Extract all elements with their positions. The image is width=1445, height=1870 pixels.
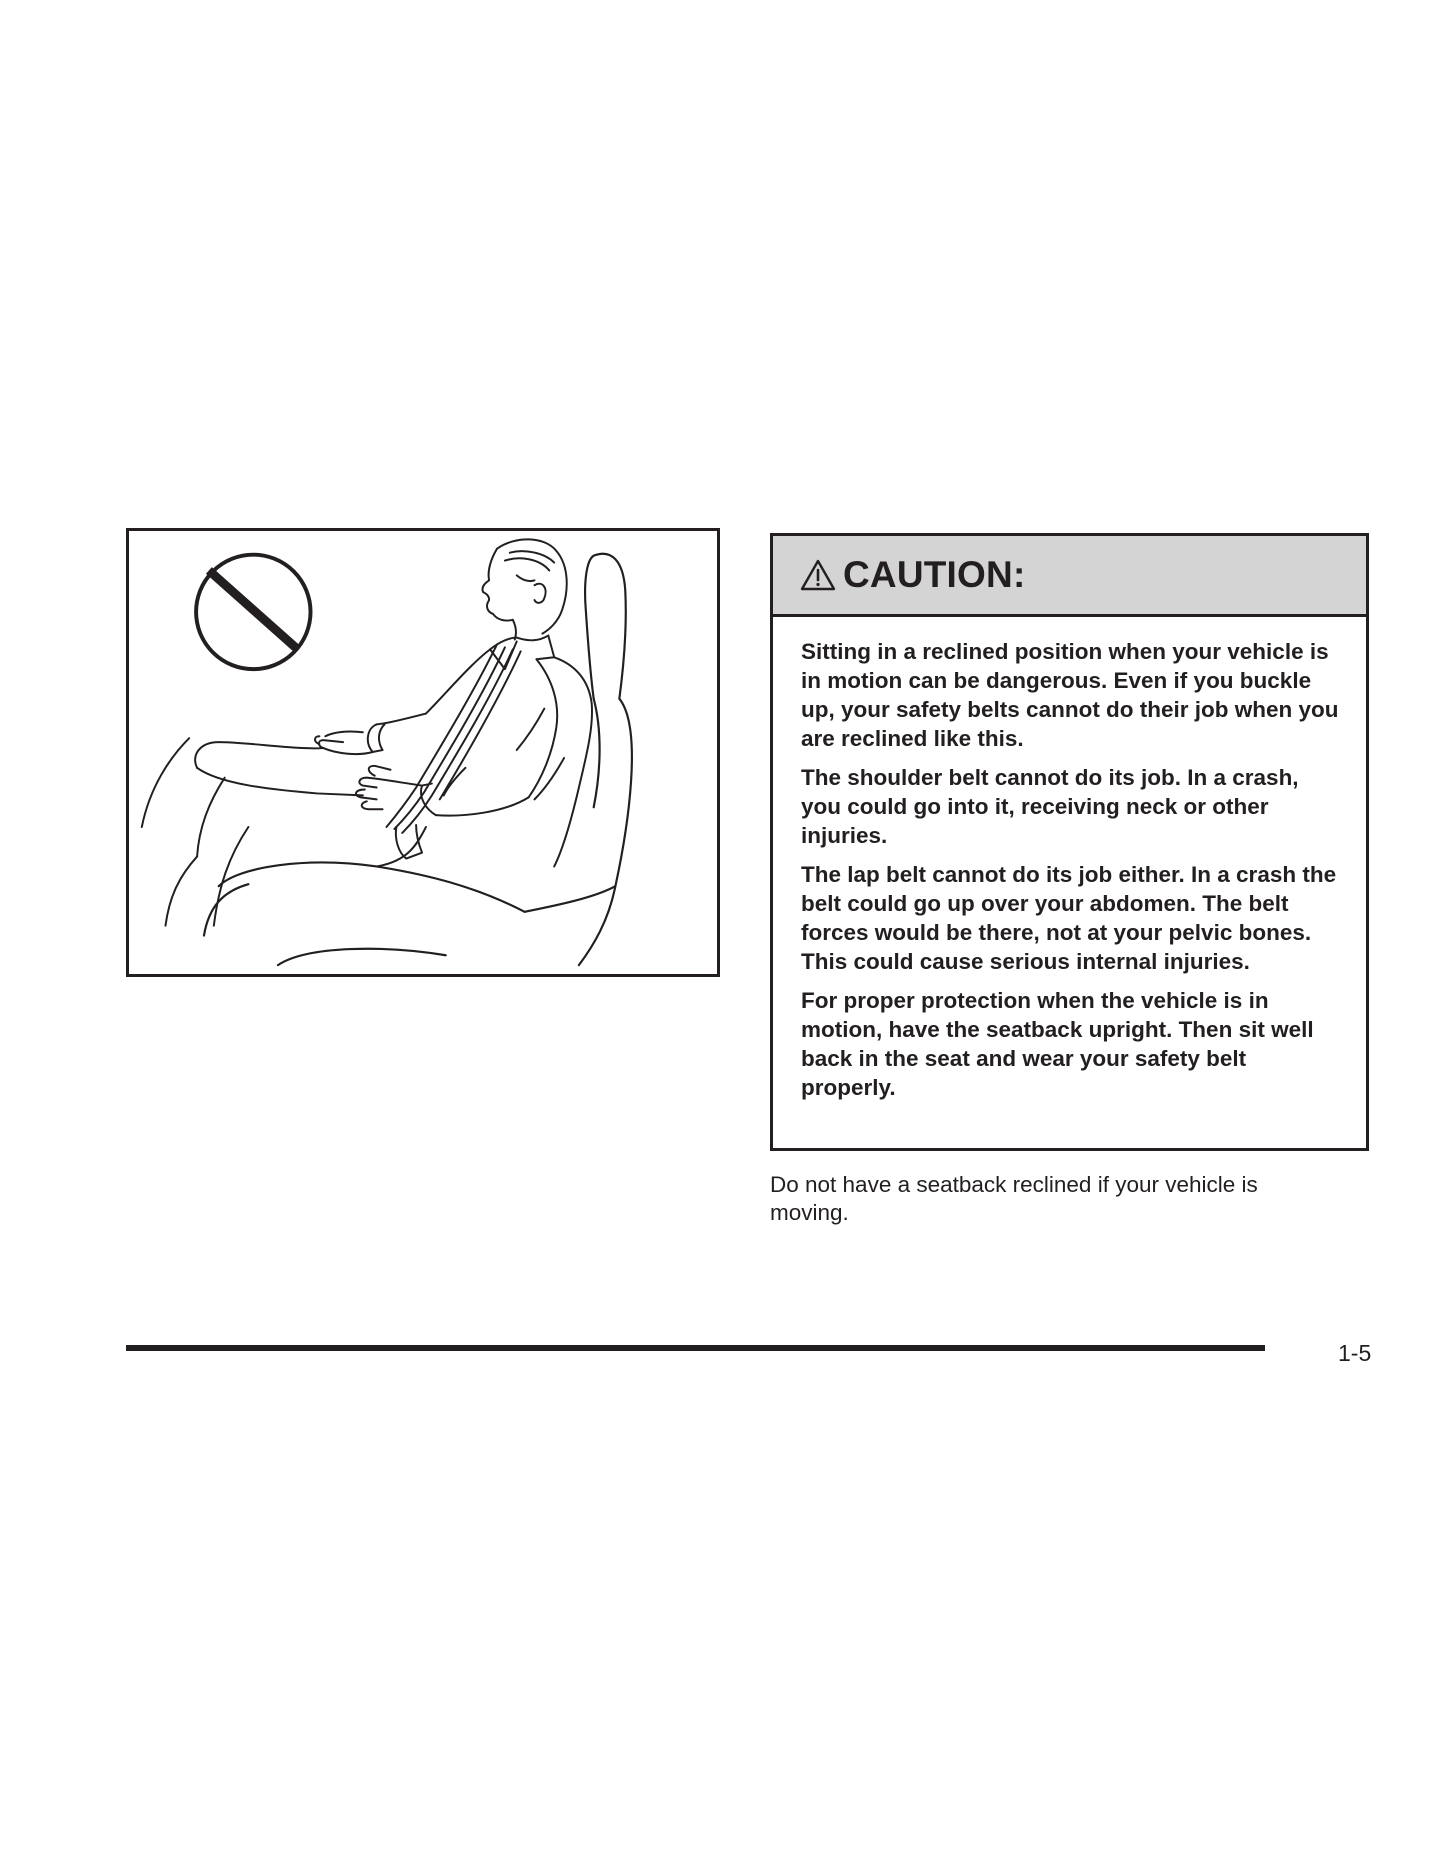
caution-body	[773, 617, 1366, 1102]
prohibition-icon	[196, 555, 310, 669]
reclined-seat-illustration	[126, 528, 720, 977]
caution-header	[773, 536, 1366, 617]
footer-rule	[126, 1345, 1265, 1351]
caution-paragraph: Sitting in a reclined position when your vehicle is in motion can be dangerous. Even if you buckle up, your safety belts cannot do their job when you are reclined like this.	[801, 639, 1339, 751]
caution-paragraph: The shoulder belt cannot do its job. In a crash, you could go into it, receiving neck or other injuries.	[801, 765, 1299, 848]
caution-title: CAUTION:	[843, 554, 1026, 595]
seat-icon	[204, 554, 632, 965]
warning-triangle-icon	[799, 558, 837, 592]
body-paragraph: Do not have a seatback reclined if your vehicle is moving.	[770, 1172, 1258, 1225]
caution-box	[770, 533, 1369, 1151]
caution-paragraph: The lap belt cannot do its job either. In a crash the belt could go up over your abdomen. The belt forces would be there, not at your pelvic bones. This could cause serious internal injuries.	[801, 862, 1337, 974]
passenger-figure	[142, 539, 592, 925]
page-number: 1-5	[1338, 1340, 1372, 1366]
caution-paragraph: For proper protection when the vehicle is in motion, have the seatback upright. Then sit well back in the seat and wear your safety belt properly.	[801, 988, 1314, 1100]
